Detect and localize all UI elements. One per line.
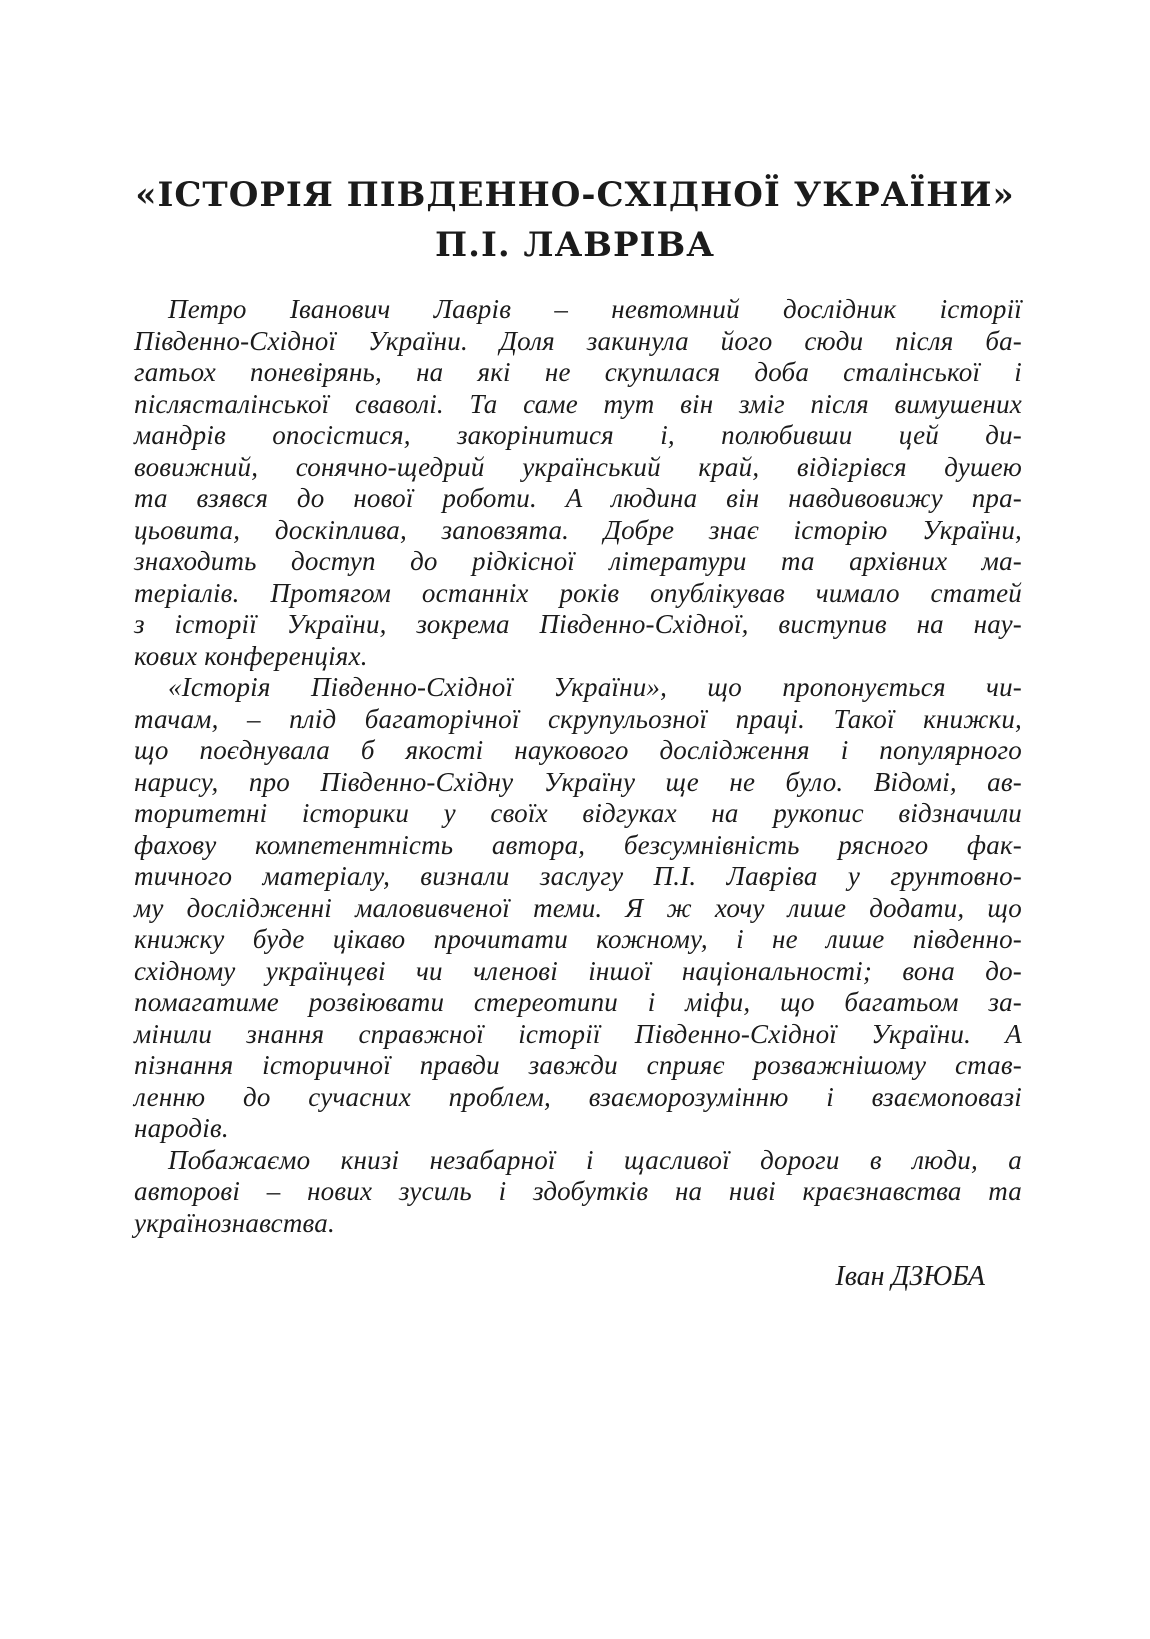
document-body xyxy=(134,294,1022,1239)
text-line: кових конференціях. xyxy=(134,640,368,671)
text-line: «Історія Південно-Східної України», що пропонується чи- xyxy=(168,672,1022,702)
text-line: з історії України, зокрема Південно-Східної, виступив на нау- xyxy=(134,609,1022,639)
text-line: фахову компетентність автора, безсумнівність рясного фак- xyxy=(134,829,1022,860)
text-line: українознавства. xyxy=(134,1207,335,1238)
text-line: гатьох поневірянь, на які не скупилася доба сталінської і xyxy=(134,357,1022,387)
title-line-1: «ІСТОРІЯ ПІВДЕННО-СХІДНОЇ УКРАЇНИ» xyxy=(135,175,1015,215)
text-line: цьовита, доскіплива, заповзята. Добре знає історію України, xyxy=(134,514,1022,545)
paragraph xyxy=(134,672,1022,1145)
text-line: східному українцеві чи членові іншої національності; вона до- xyxy=(134,955,1022,986)
text-line: що поєднувала б якості наукового дослідження і популярного xyxy=(134,735,1022,765)
text-line: мінили знання справжної історії Південно-Східної України. А xyxy=(134,1018,1022,1049)
text-line: вовижний, сонячно-щедрий український край, відігрівся душею xyxy=(134,451,1022,482)
text-line: пізнання історичної правди завжди сприяє розважнішому став- xyxy=(134,1050,1022,1080)
title-line-2: П.І. ЛАВРІВА xyxy=(435,225,715,265)
text-line: мандрів опосістися, закорінитися і, полюбивши цей ди- xyxy=(134,420,1022,450)
text-line: му дослідженні маловивченої теми. Я ж хочу лише додати, що xyxy=(134,892,1022,923)
paragraph xyxy=(134,294,1022,672)
text-line: Побажаємо книзі незабарної і щасливої дороги в люди, а xyxy=(168,1144,1022,1175)
text-line: книжку буде цікаво прочитати кожному, і не лише південно- xyxy=(134,924,1022,954)
text-line: тачам, – плід багаторічної скрупульозної праці. Такої книжки, xyxy=(134,703,1022,734)
text-line: тичного матеріалу, визнали заслугу П.І. Лавріва у грунтовно- xyxy=(134,861,1022,891)
document-title xyxy=(0,0,1150,270)
text-line: та взявся до нової роботи. А людина він навдивовижу пра- xyxy=(134,483,1022,513)
text-line: знаходить доступ до рідкісної літератури та архівних ма- xyxy=(134,546,1022,576)
text-line: Петро Іванович Лаврів – невтомний дослідник історії xyxy=(168,294,1022,324)
text-line: помагатиме розвіювати стереотипи і міфи, що багатьом за- xyxy=(134,987,1022,1017)
text-line: народів. xyxy=(134,1113,229,1143)
text-line: Південно-Східної України. Доля закинула його сюди після ба- xyxy=(134,325,1022,356)
text-line: ленню до сучасних проблем, взаєморозумінню і взаємоповазі xyxy=(134,1081,1022,1112)
paragraph xyxy=(134,1145,1022,1240)
text-line: післясталінської сваволі. Та саме тут він зміг після вимушених xyxy=(134,388,1022,419)
text-line: нарису, про Південно-Східну Україну ще не було. Відомі, ав- xyxy=(134,766,1022,797)
signature: Іван ДЗЮБА xyxy=(835,1261,985,1292)
text-line: торитетні історики у своїх відгуках на рукопис відзначили xyxy=(134,798,1022,828)
text-line: авторові – нових зусиль і здобутків на ниві краєзнавства та xyxy=(134,1176,1022,1206)
text-line: теріалів. Протягом останніх років опублікував чимало статей xyxy=(134,577,1022,608)
